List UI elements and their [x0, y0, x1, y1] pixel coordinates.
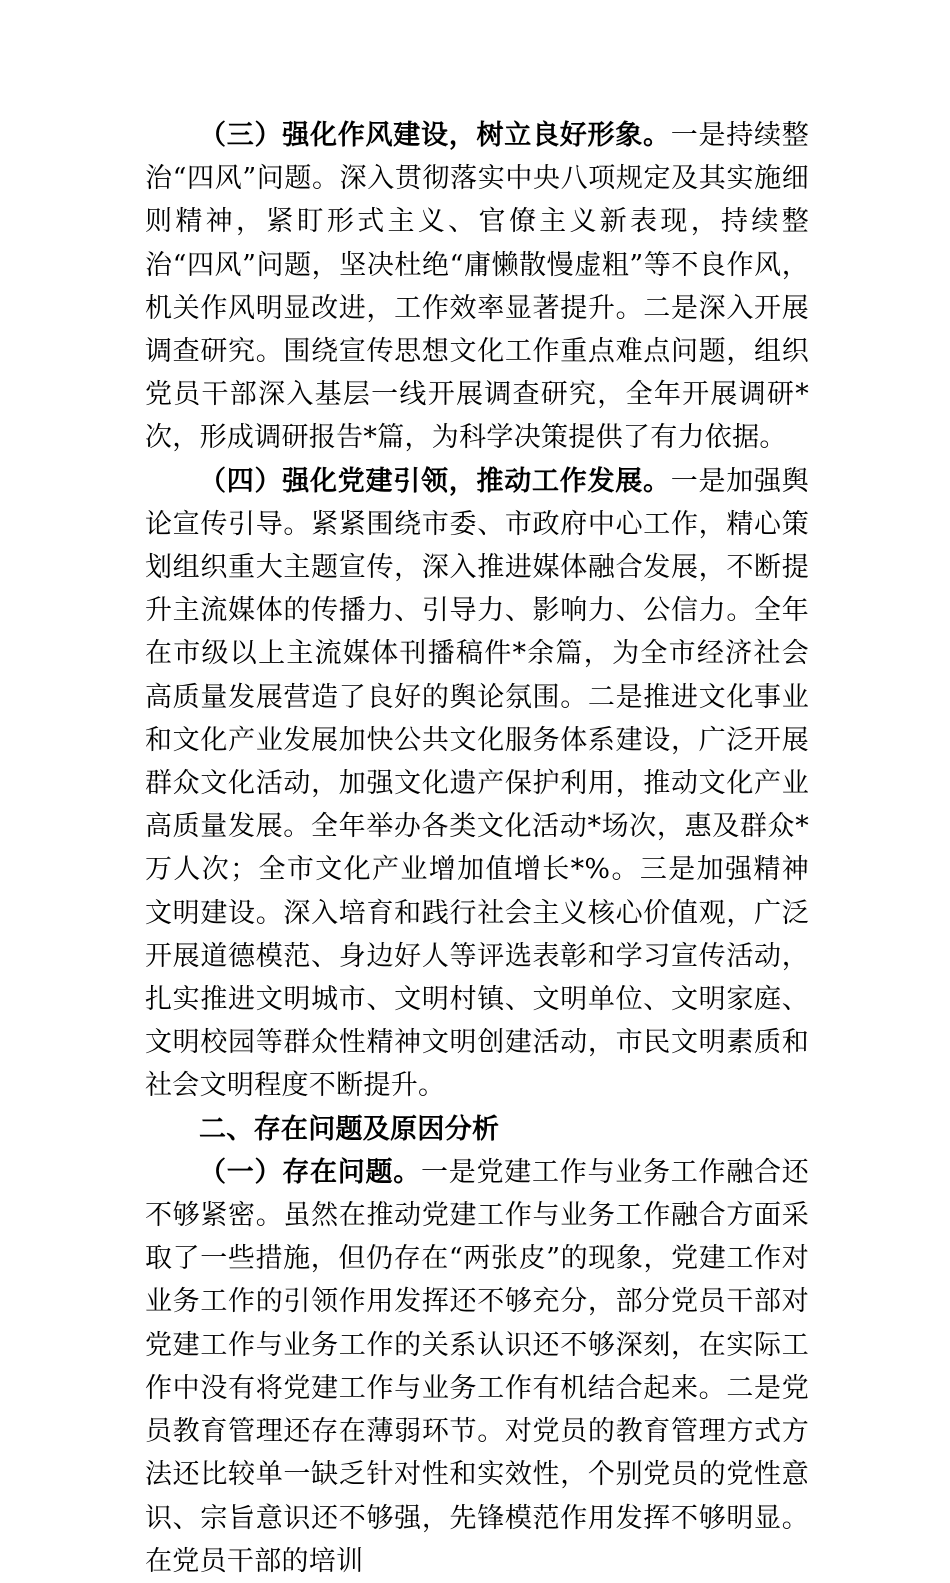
paragraph-body-text: 一是持续整治“四风”问题。深入贯彻落实中央八项规定及其实施细则精神，紧盯形式主义、官僚主义新表现，持续整治“四风”问题，坚决杜绝“庸懒散慢虚粗”等不良作风，机关作风明显改进，工作效率显著提升。二是深入开展调查研究。围绕宣传思想文化工作重点难点问题，组织党员干部深入基层一线开展调查研究，全年开展调研*次，形成调研报告*篇，为科学决策提供了有力依据。	[145, 120, 809, 454]
paragraph-existing-problems	[145, 1151, 809, 1583]
paragraph-style-improvement	[145, 114, 809, 460]
document-page	[145, 114, 809, 1583]
section-heading: 二、存在问题及原因分析	[199, 1113, 500, 1145]
paragraph-party-building	[145, 460, 809, 1108]
paragraph-lead-heading: （一）存在问题。	[199, 1156, 421, 1188]
paragraph-body-text: 一是加强舆论宣传引导。紧紧围绕市委、市政府中心工作，精心策划组织重大主题宣传，深入推进媒体融合发展，不断提升主流媒体的传播力、引导力、影响力、公信力。全年在市级以上主流媒体刊播稿件*余篇，为全市经济社会高质量发展营造了良好的舆论氛围。二是推进文化事业和文化产业发展加快公共文化服务体系建设，广泛开展群众文化活动，加强文化遗产保护利用，推动文化产业高质量发展。全年举办各类文化活动*场次，惠及群众*万人次；全市文化产业增加值增长*%。三是加强精神文明建设。深入培育和践行社会主义核心价值观，广泛开展道德模范、身边好人等评选表彰和学习宣传活动，扎实推进文明城市、文明村镇、文明单位、文明家庭、文明校园等群众性精神文明创建活动，市民文明素质和社会文明程度不断提升。	[145, 465, 809, 1102]
paragraph-lead-heading: （四）强化党建引领，推动工作发展。	[199, 465, 671, 497]
paragraph-lead-heading: （三）强化作风建设，树立良好形象。	[199, 120, 671, 151]
paragraph-body-text: 一是党建工作与业务工作融合还不够紧密。虽然在推动党建工作与业务工作融合方面采取了一些措施，但仍存在“两张皮”的现象，党建工作对业务工作的引领作用发挥还不够充分，部分党员干部对党建工作与业务工作的关系认识还不够深刻，在实际工作中没有将党建工作与业务工作有机结合起来。二是党员教育管理还存在薄弱环节。对党员的教育管理方式方法还比较单一缺乏针对性和实效性，个别党员的党性意识、宗旨意识还不够强，先锋模范作用发挥不够明显。在党员干部的培训	[145, 1156, 809, 1577]
